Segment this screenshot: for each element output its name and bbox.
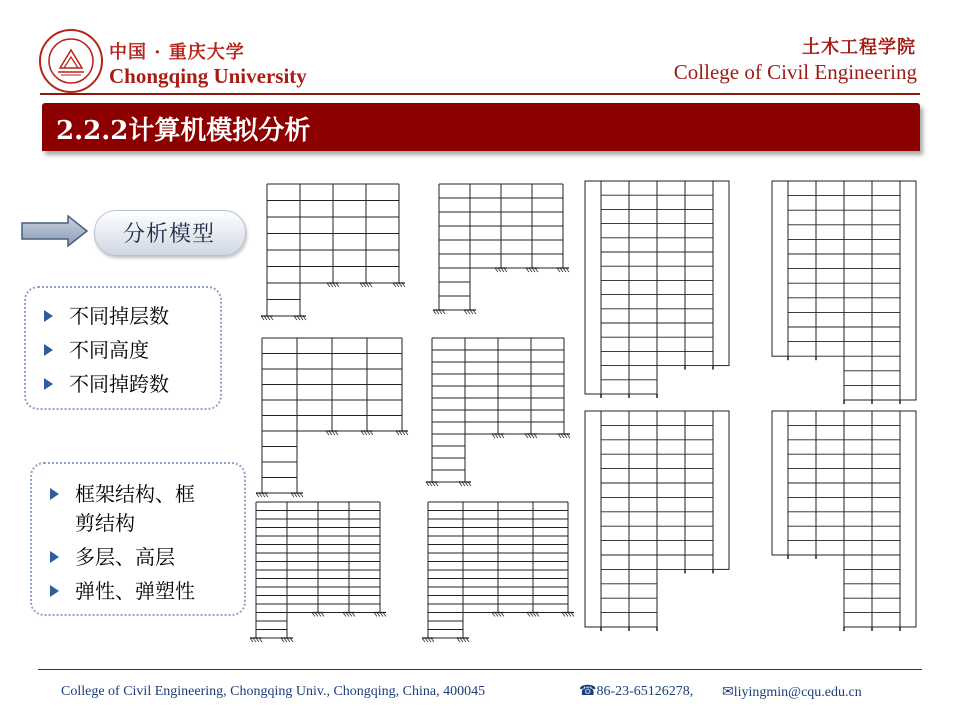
frame-shear-wall-model-drawing bbox=[585, 411, 729, 631]
frame-shear-wall-model-drawing bbox=[772, 181, 916, 404]
bullet-arrow-icon bbox=[44, 310, 53, 322]
footer-phone: ☎86-23-65126278, bbox=[579, 684, 694, 699]
list-item: 弹性、弹塑性 bbox=[50, 575, 195, 604]
envelope-icon: ✉ bbox=[722, 685, 734, 700]
structure-type-box bbox=[30, 462, 246, 616]
list-item: 不同掉跨数 bbox=[44, 368, 169, 397]
bullet-arrow-icon bbox=[50, 585, 59, 597]
bullet-arrow-icon bbox=[44, 344, 53, 356]
list-item-continuation: 剪结构 bbox=[75, 511, 135, 535]
frame-shear-wall-model-drawing bbox=[772, 411, 916, 631]
list-item: 框架结构、框 bbox=[50, 478, 195, 507]
header-divider bbox=[40, 93, 920, 95]
frame-model-drawing bbox=[250, 502, 386, 642]
bullet-arrow-icon bbox=[50, 488, 59, 500]
analysis-model-label: 分析模型 bbox=[122, 222, 215, 247]
university-name-en: Chongqing University bbox=[109, 64, 307, 88]
list-item: 不同掉层数 bbox=[44, 300, 169, 329]
slide-title: 2.2.2计算机模拟分析 bbox=[56, 116, 311, 146]
frame-shear-wall-model-drawing bbox=[585, 181, 729, 398]
college-name-en: College of Civil Engineering bbox=[673, 60, 917, 84]
university-name-cn: 中国 · 重庆大学 bbox=[109, 42, 245, 63]
frame-model-drawing bbox=[261, 184, 405, 320]
frame-model-drawing bbox=[256, 338, 408, 497]
college-name-cn: 土木工程学院 bbox=[802, 37, 916, 58]
footer-divider bbox=[38, 669, 922, 670]
telephone-icon: ☎ bbox=[579, 684, 597, 699]
frame-model-drawing bbox=[426, 338, 570, 486]
frame-model-drawing bbox=[433, 184, 569, 314]
frame-model-drawing bbox=[422, 502, 574, 642]
bullet-arrow-icon bbox=[50, 551, 59, 563]
list-item: 不同高度 bbox=[44, 334, 149, 363]
right-arrow-icon bbox=[20, 214, 90, 248]
university-seal-icon bbox=[38, 28, 104, 94]
parameter-box bbox=[24, 286, 222, 410]
footer-address: College of Civil Engineering, Chongqing Univ., Chongqing, China, 400045 bbox=[61, 684, 486, 699]
footer-email: ✉liyingmin@cqu.edu.cn bbox=[722, 685, 862, 700]
bullet-arrow-icon bbox=[44, 378, 53, 390]
list-item: 多层、高层 bbox=[50, 541, 175, 570]
